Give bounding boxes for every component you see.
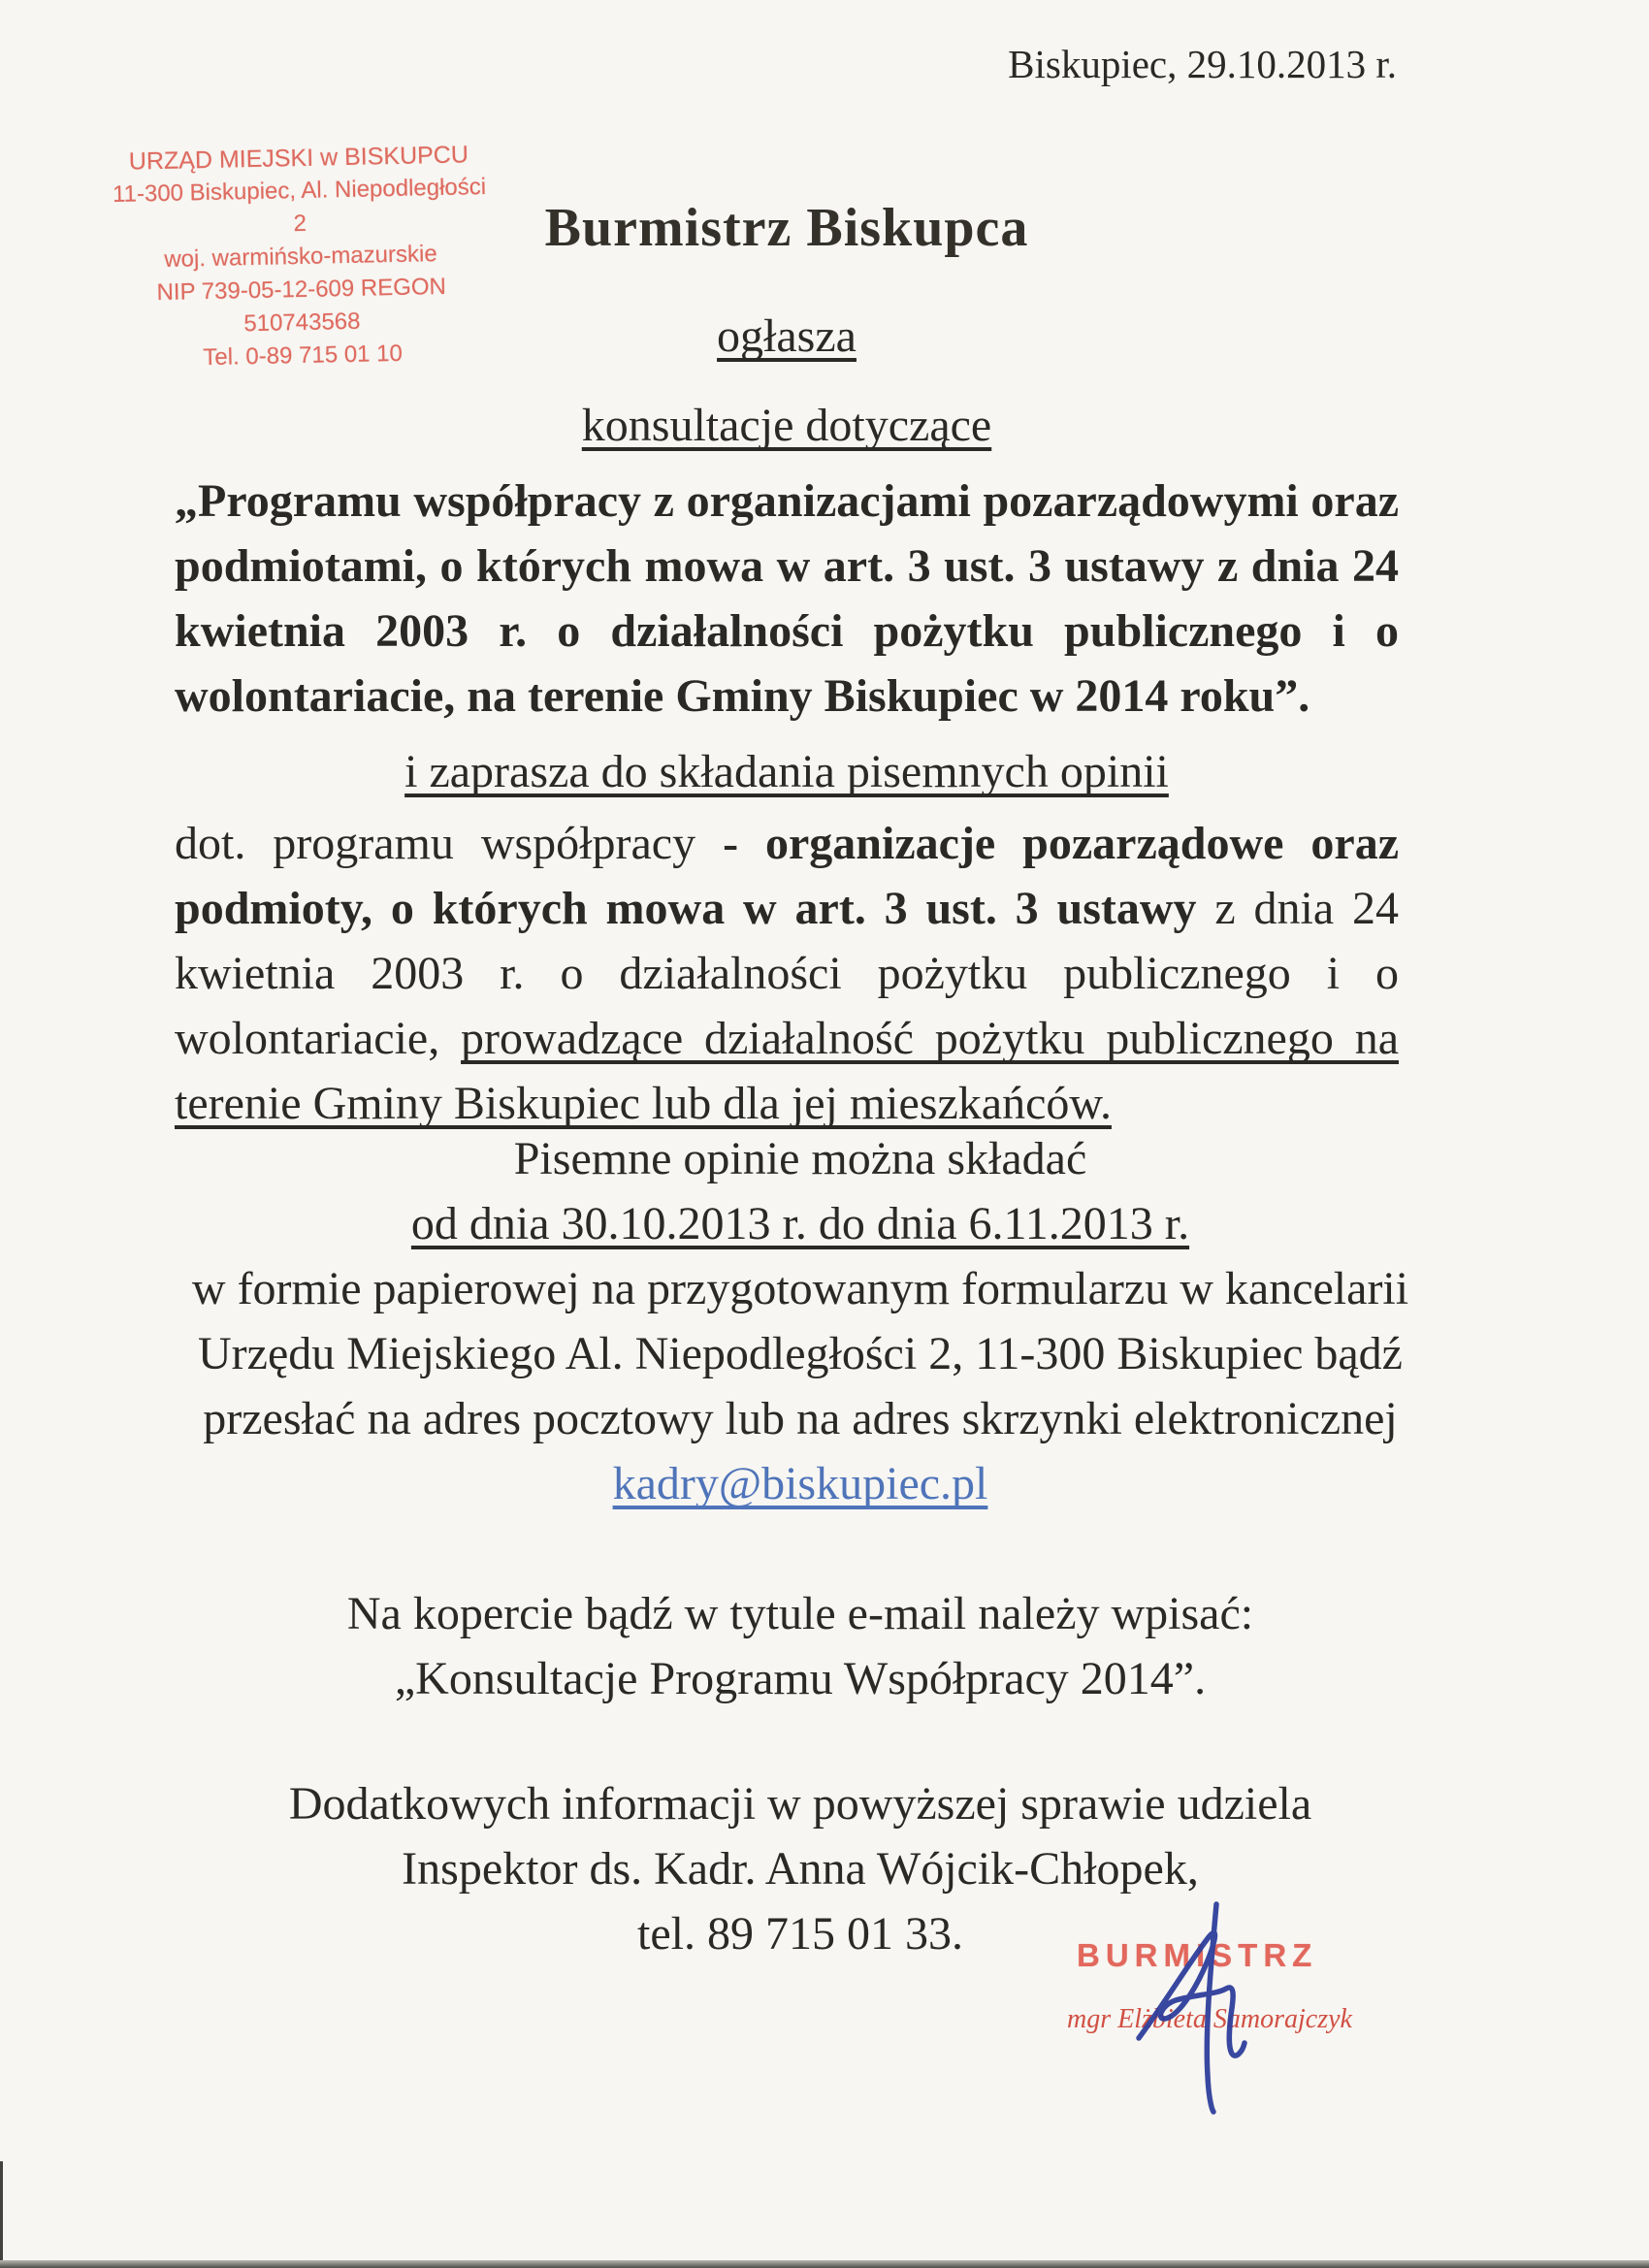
- program-paragraph: „Programu współpracy z organizacjami pozarządowymi oraz podmiotami, o których mowa w art. 3 ust. 3 ustawy z dnia 24 kwietnia 2003 r. o działalności pożytku publicznego i o wolontariacie, na terenie Gminy Biskupiec w 2014 roku”.: [175, 475, 1399, 722]
- consult-heading: [175, 393, 1399, 458]
- stamp-line-office: URZĄD MIEJSKI w BISKUPCU: [128, 141, 469, 176]
- submission-line-3: w formie papierowej na przygotowanym formularzu w kancelarii: [191, 1263, 1409, 1314]
- stamp-line-address: 11-300 Biskupiec, Al. Niepodległości 2: [112, 173, 487, 238]
- contact-line-1: Dodatkowych informacji w powyższej sprawie udziela: [288, 1778, 1312, 1830]
- mayor-name-stamp: mgr Elżbieta Samorajczyk: [1067, 2004, 1352, 2034]
- date-line: Biskupiec, 29.10.2013 r.: [1008, 42, 1397, 86]
- submission-block: [155, 1126, 1445, 1516]
- detail-paragraph: [175, 811, 1399, 1136]
- stamp-line-phone: Tel. 0-89 715 01 10: [203, 340, 404, 372]
- consult-heading-text: konsultacje dotyczące: [581, 400, 992, 451]
- stamp-line-nip-regon: NIP 739-05-12-609 REGON 510743568: [156, 273, 447, 338]
- detail-seg-normal-1: dot. programu współpracy: [175, 818, 724, 869]
- detail-seg-underlined: prowadzące działalność pożytku publicznego na terenie Gminy Biskupiec lub dla jej mieszkańców.: [175, 1013, 1399, 1129]
- mayor-title-stamp: BURMISTRZ: [1077, 1937, 1318, 1973]
- detail-seg-bold: - organizacje pozarządowe oraz podmioty, o których mowa w art. 3 ust. 3 ustawy: [175, 818, 1399, 934]
- envelope-block: [155, 1581, 1445, 1711]
- detail-seg-normal-2: z dnia 24 kwietnia 2003 r. o działalności pożytku publicznego i o wolontariacie,: [175, 883, 1399, 1064]
- submission-deadline-text: od dnia 30.10.2013 r. do dnia 6.11.2013 r.: [410, 1198, 1190, 1249]
- envelope-line-1: Na kopercie bądź w tytule e-mail należy wpisać:: [346, 1588, 1254, 1639]
- submission-line-1: Pisemne opinie można składać: [513, 1133, 1087, 1184]
- invite-heading-text: i zaprasza do składania pisemnych opinii: [404, 746, 1169, 797]
- submission-email-row: [155, 1451, 1445, 1516]
- email-link[interactable]: kadry@biskupiec.pl: [612, 1458, 988, 1509]
- page-title: Burmistrz Biskupca: [544, 198, 1029, 258]
- announce-heading-text: ogłasza: [717, 310, 857, 362]
- scan-edge-left: [0, 2161, 3, 2268]
- submission-deadline: [155, 1191, 1445, 1256]
- submission-line-4: Urzędu Miejskiego Al. Niepodległości 2, 11-300 Biskupiec bądź: [198, 1328, 1403, 1379]
- envelope-line-2: „Konsultacje Programu Współpracy 2014”.: [394, 1653, 1207, 1704]
- submission-line-5: przesłać na adres pocztowy lub na adres skrzynki elektronicznej: [203, 1393, 1398, 1444]
- contact-phone: tel. 89 715 01 33.: [637, 1908, 963, 1960]
- scan-edge-bottom: [0, 2260, 1649, 2268]
- contact-person: Inspektor ds. Kadr. Anna Wójcik-Chłopek,: [402, 1843, 1199, 1895]
- invite-heading: [175, 739, 1399, 804]
- stamp-line-region: woj. warmińsko-mazurskie: [164, 241, 437, 273]
- announce-heading: [175, 304, 1399, 369]
